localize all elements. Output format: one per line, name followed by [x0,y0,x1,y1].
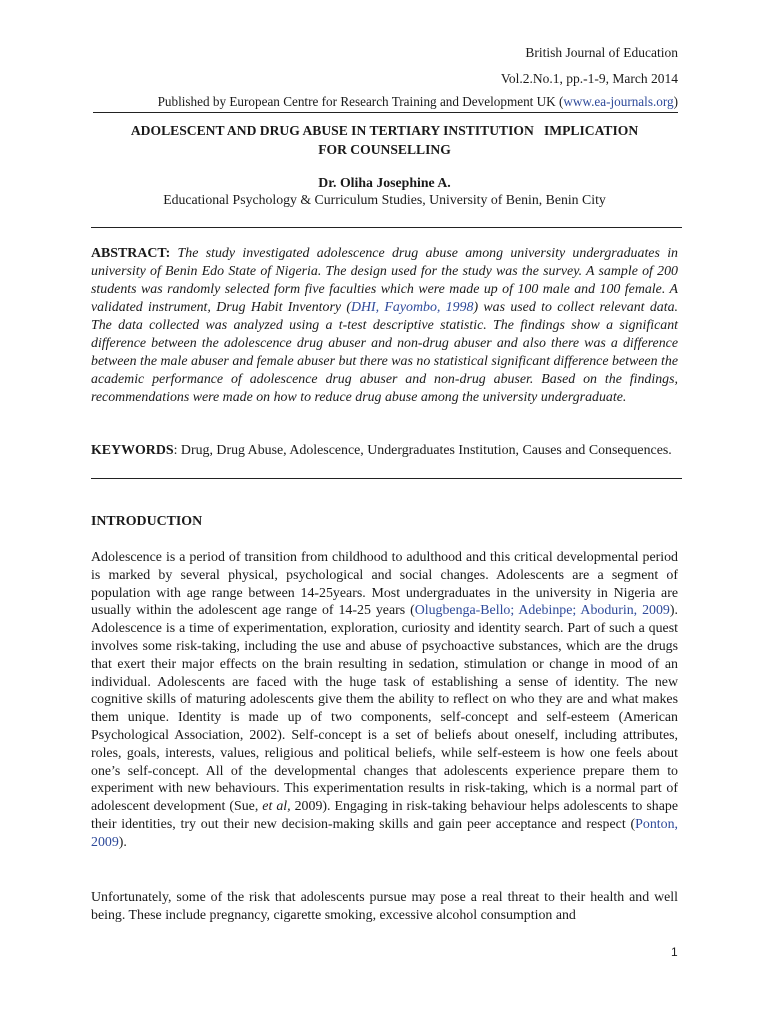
keywords-label: KEYWORDS [91,443,174,458]
title-line-2: FOR COUNSELLING [318,142,451,157]
divider-top [91,227,682,228]
author-affiliation: Educational Psychology & Curriculum Studies, University of Benin, Benin City [163,192,606,207]
journal-name: British Journal of Education [525,45,678,60]
publisher-text: Published by European Centre for Research Training and Development UK ( [157,94,564,109]
abstract-text-2: ) was used to collect relevant data. The data collected was analyzed using a t-test descriptive statistic. The findings show a significant difference between the adolescence drug abuser and non-drug abuser and also there was a difference between the male abuser and female abuser but there was no statistical significant difference between the academic performance of adolescence drug abuser and non-drug abuser. Based on the findings, recommendations were made on how to reduce drug abuse among the university undergraduate. [91,300,678,405]
page-number: 1 [671,945,678,959]
introduction-heading: INTRODUCTION [91,514,203,529]
intro-citation-1[interactable]: Olugbenga-Bello; Adebinpe; Abodurin, 2009 [414,603,670,619]
paper-title [91,121,678,159]
journal-volume: Vol.2.No.1, pp.-1-9, March 2014 [500,71,678,86]
abstract [91,245,678,407]
intro-citation-2[interactable]: Ponton, 2009 [91,816,678,850]
publisher-link[interactable]: www.ea-journals.org [563,94,674,109]
abstract-text-1: The study investigated adolescence drug abuse among university undergraduates in university of Benin Edo State of Nigeria. The design used for the study was the survey. A sample of 200 students was randomly selected form five faculties which were made up of 100 male and 100 female. A validated instrument, Drug Habit Inventory ( [91,246,678,315]
introduction-paragraph-2: Unfortunately, some of the risk that adolescents pursue may pose a real threat to their health and well being. These include pregnancy, cigarette smoking, excessive alcohol consumption and [91,890,678,923]
abstract-citation[interactable]: DHI, Fayombo, 1998 [350,300,474,315]
intro-p1-text-c: 2009). Engaging in risk-taking behaviour helps adolescents to shape their identities, try out their new decision-making skills and gain peer acceptance and respect ( [91,799,678,832]
divider-bottom [91,478,682,479]
intro-p1-text-b: ). Adolescence is a time of experimentation, exploration, curiosity and identity search. Part of such a quest involves some risk-taking, including the use and abuse of psychoactive substances, which are the drugs that exert their major effects on the brain resulting in sedation, stimulation or change in mood of an individual. Adolescents are faced with the huge task of establishing a sense of identity. The new cognitive skills of maturing adolescents give them the ability to reflect on who they are and what makes them unique. Identity is made up of two components, self-concept and self-esteem (American Psychological Association, 2002). Self-concept is a set of beliefs about oneself, including attributes, roles, goals, interests, values, religious and political beliefs, while self-esteem is how one feels about one’s self-concept. All of the developmental changes that adolescents experience prepare them to experiment with new behaviours. This experimentation results in risk-taking, which is a normal part of adolescent development (Sue, [91,603,678,815]
publisher-line [93,94,678,113]
title-line-1: ADOLESCENT AND DRUG ABUSE IN TERTIARY INSTITUTION IMPLICATION [130,123,639,138]
author-name: Dr. Oliha Josephine A. [318,175,451,190]
intro-p1-etal: et al, [262,799,291,815]
keywords [91,442,678,460]
introduction-paragraph-1 [91,549,678,852]
abstract-label: ABSTRACT: [91,246,171,261]
intro-p1-text-d: ). [118,834,127,850]
publisher-close: ) [673,94,678,109]
intro-p1-text-a: Adolescence is a period of transition from childhood to adulthood and this critical developmental period is marked by several physical, psychological and social changes. Adolescents are a segment of population with age range between 14-25years. Most undergraduates in the university in Nigeria are usually within the adolescent age range of 14-25 years ( [91,550,678,619]
keywords-text: : Drug, Drug Abuse, Adolescence, Undergraduates Institution, Causes and Consequences. [173,443,672,458]
